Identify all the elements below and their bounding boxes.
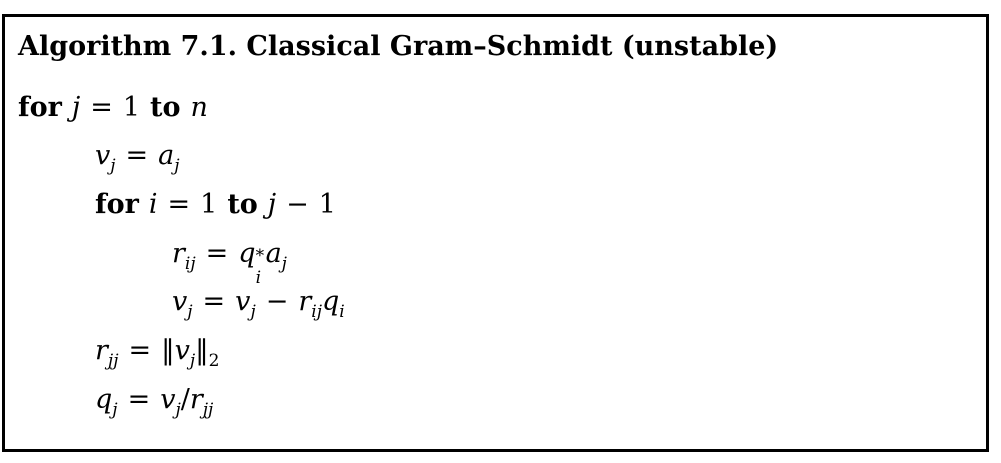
subscript-j: j [189,351,196,371]
algorithm-title: Algorithm 7.1. Classical Gram–Schmidt (unstable) [18,31,779,62]
equals: = [90,92,113,123]
var-q: q [238,238,256,269]
equals: = [128,335,152,366]
line-for-i [95,188,336,222]
number-one: 1 [122,92,141,123]
var-v: v [174,335,190,366]
var-a: a [158,140,175,171]
keyword-for: for [18,92,62,123]
var-n: n [190,92,208,123]
equals: = [125,140,149,171]
number-one: 1 [318,189,336,220]
minus: − [286,189,309,220]
var-j: j [71,92,81,123]
var-j: j [267,189,277,220]
subscript-ij: ij [311,302,322,322]
subscript-i: i [339,302,345,322]
subscript-j: j [250,302,256,322]
var-v: v [95,140,111,171]
equals: = [205,238,229,269]
subscript-ij: ij [184,254,196,274]
var-r: r [95,335,108,366]
line-qj-eq [95,383,214,420]
line-rjj-norm [95,334,220,371]
line-vj-update [172,285,345,322]
keyword-to: to [227,189,258,220]
minus: − [265,286,289,317]
var-i: i [148,189,158,220]
subscript-j: j [110,156,116,176]
line-vj-eq-aj [95,139,180,176]
subscript-2: 2 [208,351,220,371]
var-v: v [160,384,176,415]
var-r: r [189,384,203,415]
subscript-j: j [112,400,118,420]
var-r: r [298,286,312,317]
var-r: r [172,238,185,269]
line-rij-eq: $r_{ij} = q$ * $a_j$ [172,238,287,274]
equals: = [202,286,226,317]
var-q: q [95,384,113,415]
subscript-j: j [281,254,287,274]
var-v: v [235,286,251,317]
norm-open: ‖ [161,335,175,366]
keyword-to: to [150,92,181,123]
line-for-j [18,91,208,125]
keyword-for: for [95,189,139,220]
slash: / [180,384,190,415]
equals: = [127,384,151,415]
number-one: 1 [200,189,218,220]
subscript-j: j [174,156,180,176]
var-a: a [265,238,282,269]
subscript-j: j [175,400,181,420]
norm-close: ‖ [195,335,209,366]
var-q: q [321,286,340,317]
subscript-j: j [187,302,193,322]
equals: = [167,189,191,220]
subscript-jj: jj [107,351,119,371]
var-v: v [172,286,188,317]
subscript-jj: jj [202,400,214,420]
